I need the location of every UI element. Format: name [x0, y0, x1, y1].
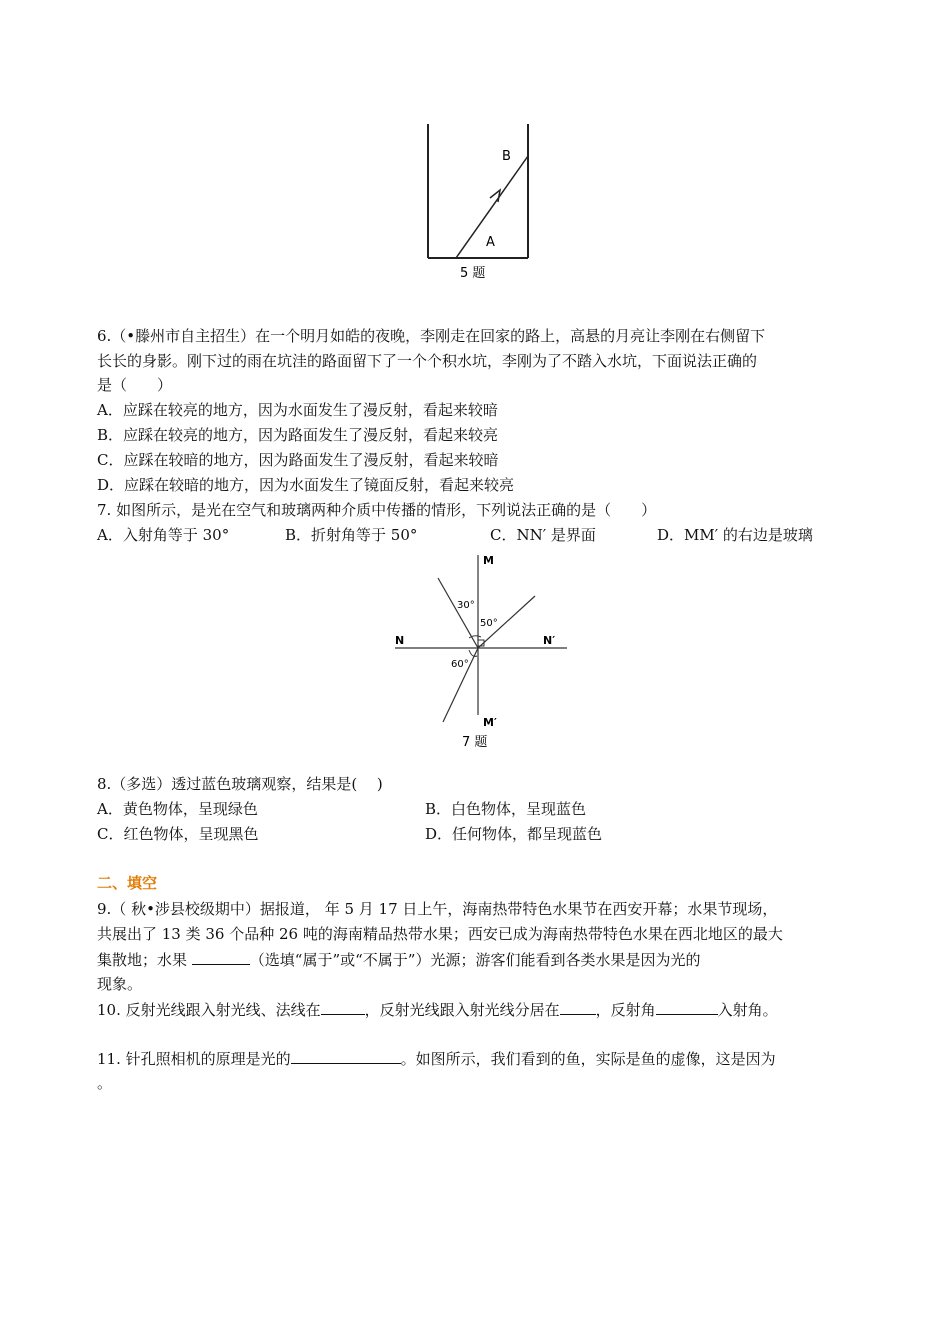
q6-option-d: D．应踩在较暗的地方，因为水面发生了镜面反射，看起来较亮	[97, 476, 515, 494]
label-n: N	[395, 634, 405, 647]
q9-line-2: 共展出了 13 类 36 个品种 26 吨的海南精品热带水果；西安已成为海南热带特色水果在西北地区的最大	[97, 925, 783, 943]
q10-part-3: ，反射角	[595, 1001, 656, 1019]
q7-stem: 7. 如图所示，是光在空气和玻璃两种介质中传播的情形，下列说法正确的是（ ）	[97, 501, 657, 519]
figure-7-diagram	[385, 550, 580, 755]
section-heading-fill-in: 二、填空	[97, 874, 158, 892]
q6-option-a: A．应踩在较亮的地方，因为水面发生了漫反射，看起来较暗	[97, 401, 498, 419]
figure-5-caption: 5 题	[460, 266, 486, 281]
angle-60-label: 60°	[451, 659, 469, 670]
q11-line-2: 。	[97, 1074, 113, 1092]
q9-answer-blank[interactable]	[192, 948, 250, 965]
q11-line-1	[97, 1047, 776, 1070]
ray-arrow-icon	[490, 190, 500, 202]
q10-blank-1[interactable]	[321, 998, 365, 1015]
q7-option-c: C．NN′ 是界面	[490, 526, 596, 544]
q10-line	[97, 998, 778, 1021]
label-m-prime: M′	[483, 716, 497, 729]
figure-5	[418, 120, 538, 285]
label-n-prime: N′	[543, 634, 556, 647]
q8-option-c: C．红色物体，呈现黑色	[97, 825, 259, 843]
q6-line-1: 6.（•滕州市自主招生）在一个明月如皓的夜晚，李刚走在回家的路上，高悬的月亮让李刚在右侧留下	[97, 327, 766, 345]
q6-option-b: B．应踩在较亮的地方，因为路面发生了漫反射，看起来较亮	[97, 426, 499, 444]
q10-part-4: 入射角。	[717, 1001, 778, 1019]
angle-30-label: 30°	[457, 600, 475, 611]
ray-upper-left	[438, 578, 478, 648]
q7-option-a: A．入射角等于 30°	[97, 526, 230, 544]
q8-option-a: A．黄色物体，呈现绿色	[97, 800, 258, 818]
label-m: M	[483, 554, 494, 567]
q9-line-3-end: （选填“属于”或“不属于”）光源；游客们能看到各类水果是因为光的	[249, 951, 701, 969]
q10-part-2: ，反射光线跟入射光线分居在	[364, 1001, 560, 1019]
figure-7	[385, 550, 580, 755]
q6-line-2: 长长的身影。刚下过的雨在坑洼的路面留下了一个个积水坑，李刚为了不踏入水坑，下面说法正确的	[97, 352, 758, 370]
q11-blank-1[interactable]	[291, 1047, 401, 1064]
q10-blank-3[interactable]	[656, 998, 718, 1015]
q7-option-b: B．折射角等于 50°	[285, 526, 418, 544]
q11-part-1: 11. 针孔照相机的原理是光的	[97, 1050, 291, 1068]
label-b: B	[502, 149, 511, 164]
q7-option-d: D．MM′ 的右边是玻璃	[657, 526, 813, 544]
q8-option-b: B．白色物体，呈现蓝色	[425, 800, 587, 818]
figure-5-diagram	[418, 120, 538, 285]
figure-7-caption: 7 题	[462, 735, 488, 750]
q10-part-1: 10. 反射光线跟入射光线、法线在	[97, 1001, 321, 1019]
q9-line-3	[97, 948, 700, 971]
angle-50-label: 50°	[480, 618, 498, 629]
q10-blank-2[interactable]	[560, 998, 596, 1015]
q6-line-3: 是（ ）	[97, 376, 173, 394]
q9-line-3-start: 集散地；水果	[97, 951, 192, 969]
q11-part-2: 。如图所示，我们看到的鱼，实际是鱼的虚像，这是因为	[400, 1050, 776, 1068]
q8-option-d: D．任何物体，都呈现蓝色	[425, 825, 603, 843]
label-a: A	[486, 235, 495, 250]
q9-line-1: 9.（ 秋•涉县校级期中）据报道， 年 5 月 17 日上午，海南热带特色水果节在西安开幕；水果节现场，	[97, 900, 778, 918]
q6-option-c: C．应踩在较暗的地方，因为路面发生了漫反射，看起来较暗	[97, 451, 499, 469]
q9-line-4: 现象。	[97, 975, 143, 993]
q8-stem: 8.（多选）透过蓝色玻璃观察，结果是( )	[97, 775, 383, 793]
